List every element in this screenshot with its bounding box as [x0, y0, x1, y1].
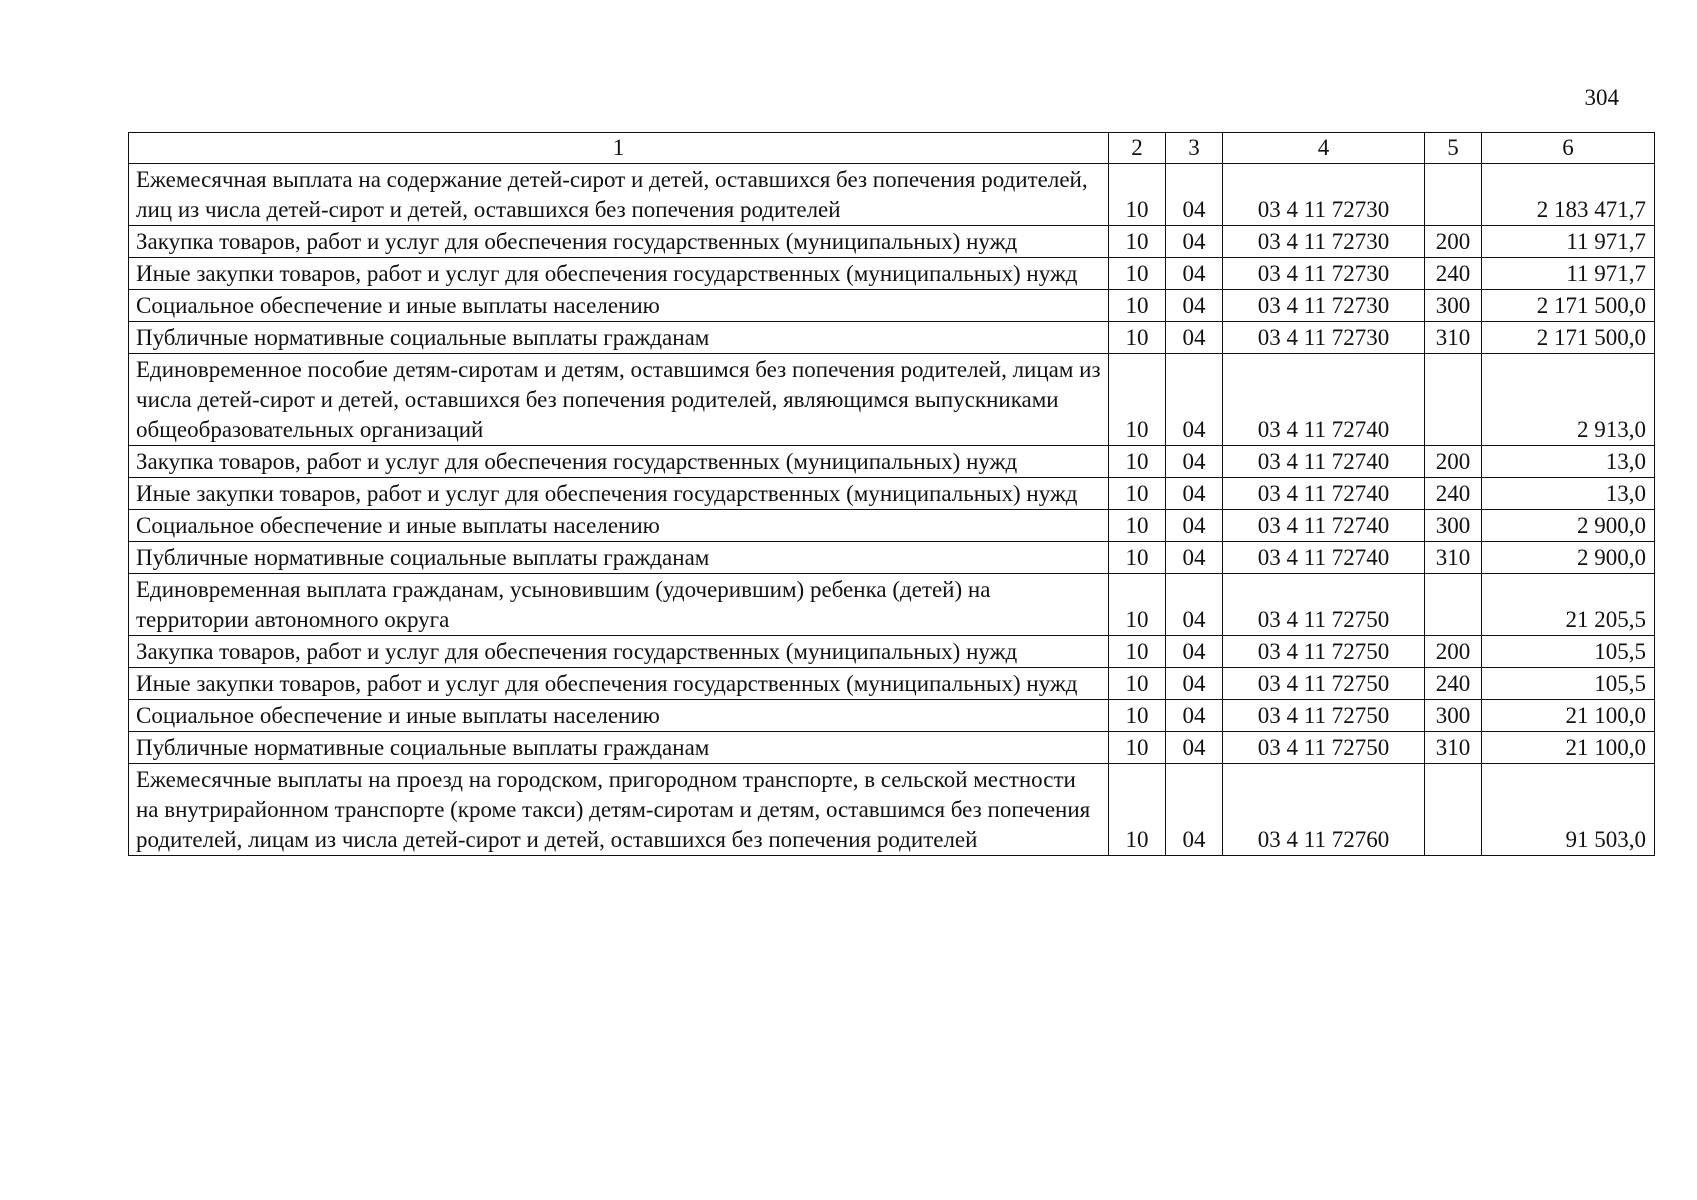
- subsection-cell: 04: [1166, 478, 1223, 510]
- amount-cell: 13,0: [1482, 446, 1655, 478]
- expense-type-cell: [1425, 574, 1482, 636]
- subsection-cell: 04: [1166, 764, 1223, 856]
- amount-cell: 2 900,0: [1482, 510, 1655, 542]
- row-name-cell: Ежемесячная выплата на содержание детей-сирот и детей, оставшихся без попечения родителей, лиц из числа детей-сирот и детей, оставшихся без попечения родителей: [129, 164, 1109, 226]
- row-name-cell: Публичные нормативные социальные выплаты гражданам: [129, 542, 1109, 574]
- amount-cell: 2 900,0: [1482, 542, 1655, 574]
- expense-type-cell: 300: [1425, 700, 1482, 732]
- table-row: [129, 354, 1655, 446]
- subsection-cell: 04: [1166, 354, 1223, 446]
- amount-cell: 2 171 500,0: [1482, 290, 1655, 322]
- subsection-cell: 04: [1166, 164, 1223, 226]
- section-cell: 10: [1109, 226, 1166, 258]
- target-article-cell: 03 4 11 72740: [1223, 542, 1425, 574]
- expense-type-cell: 200: [1425, 446, 1482, 478]
- subsection-cell: 04: [1166, 668, 1223, 700]
- subsection-cell: 04: [1166, 446, 1223, 478]
- row-name-cell: Ежемесячные выплаты на проезд на городском, пригородном транспорте, в сельской местности на внутрирайонном транспорте (кроме такси) детям-сиротам и детям, оставшимся без попечения родителей, лицам из числа детей-сирот и детей, оставшихся без попечения родителей: [129, 764, 1109, 856]
- subsection-cell: 04: [1166, 226, 1223, 258]
- table-row: [129, 542, 1655, 574]
- row-name-cell: Иные закупки товаров, работ и услуг для обеспечения государственных (муниципальных) нужд: [129, 478, 1109, 510]
- amount-cell: 11 971,7: [1482, 258, 1655, 290]
- table-row: [129, 510, 1655, 542]
- row-name-cell: Социальное обеспечение и иные выплаты населению: [129, 510, 1109, 542]
- section-cell: 10: [1109, 164, 1166, 226]
- expense-type-cell: 300: [1425, 290, 1482, 322]
- table-row: [129, 290, 1655, 322]
- expense-type-cell: 240: [1425, 478, 1482, 510]
- section-cell: 10: [1109, 700, 1166, 732]
- table-row: [129, 732, 1655, 764]
- target-article-cell: 03 4 11 72750: [1223, 574, 1425, 636]
- amount-cell: 2 171 500,0: [1482, 322, 1655, 354]
- table-row: [129, 226, 1655, 258]
- subsection-cell: 04: [1166, 290, 1223, 322]
- amount-cell: 105,5: [1482, 636, 1655, 668]
- expense-type-cell: [1425, 164, 1482, 226]
- expense-type-cell: 300: [1425, 510, 1482, 542]
- table-row: [129, 322, 1655, 354]
- header-col-6: 6: [1482, 133, 1655, 164]
- expense-type-cell: 310: [1425, 732, 1482, 764]
- table-row: [129, 446, 1655, 478]
- row-name-cell: Публичные нормативные социальные выплаты гражданам: [129, 322, 1109, 354]
- row-name-cell: Единовременное пособие детям-сиротам и детям, оставшимся без попечения родителей, лицам из числа детей-сирот и детей, оставшихся без попечения родителей, являющимся выпускниками общеобразовательных организаций: [129, 354, 1109, 446]
- subsection-cell: 04: [1166, 636, 1223, 668]
- target-article-cell: 03 4 11 72730: [1223, 258, 1425, 290]
- target-article-cell: 03 4 11 72740: [1223, 354, 1425, 446]
- table-row: [129, 636, 1655, 668]
- target-article-cell: 03 4 11 72750: [1223, 636, 1425, 668]
- amount-cell: 2 183 471,7: [1482, 164, 1655, 226]
- header-col-1: 1: [129, 133, 1109, 164]
- table-row: [129, 668, 1655, 700]
- target-article-cell: 03 4 11 72730: [1223, 226, 1425, 258]
- amount-cell: 21 205,5: [1482, 574, 1655, 636]
- section-cell: 10: [1109, 510, 1166, 542]
- section-cell: 10: [1109, 446, 1166, 478]
- row-name-cell: Публичные нормативные социальные выплаты гражданам: [129, 732, 1109, 764]
- expense-type-cell: [1425, 354, 1482, 446]
- section-cell: 10: [1109, 542, 1166, 574]
- subsection-cell: 04: [1166, 258, 1223, 290]
- subsection-cell: 04: [1166, 542, 1223, 574]
- expense-type-cell: 240: [1425, 258, 1482, 290]
- amount-cell: 13,0: [1482, 478, 1655, 510]
- table-row: [129, 164, 1655, 226]
- subsection-cell: 04: [1166, 700, 1223, 732]
- expense-type-cell: 240: [1425, 668, 1482, 700]
- header-row: [129, 133, 1655, 164]
- page-number: 304: [1584, 85, 1619, 110]
- target-article-cell: 03 4 11 72750: [1223, 732, 1425, 764]
- table-row: [129, 574, 1655, 636]
- section-cell: 10: [1109, 322, 1166, 354]
- target-article-cell: 03 4 11 72750: [1223, 700, 1425, 732]
- table-body: [129, 164, 1655, 856]
- header-col-3: 3: [1166, 133, 1223, 164]
- target-article-cell: 03 4 11 72740: [1223, 478, 1425, 510]
- row-name-cell: Иные закупки товаров, работ и услуг для обеспечения государственных (муниципальных) нужд: [129, 258, 1109, 290]
- row-name-cell: Иные закупки товаров, работ и услуг для обеспечения государственных (муниципальных) нужд: [129, 668, 1109, 700]
- row-name-cell: Закупка товаров, работ и услуг для обеспечения государственных (муниципальных) нужд: [129, 636, 1109, 668]
- section-cell: 10: [1109, 478, 1166, 510]
- subsection-cell: 04: [1166, 732, 1223, 764]
- subsection-cell: 04: [1166, 574, 1223, 636]
- amount-cell: 2 913,0: [1482, 354, 1655, 446]
- table-row: [129, 478, 1655, 510]
- section-cell: 10: [1109, 636, 1166, 668]
- expense-type-cell: [1425, 764, 1482, 856]
- table-row: [129, 700, 1655, 732]
- target-article-cell: 03 4 11 72740: [1223, 510, 1425, 542]
- expense-type-cell: 310: [1425, 542, 1482, 574]
- row-name-cell: Социальное обеспечение и иные выплаты населению: [129, 700, 1109, 732]
- header-col-4: 4: [1223, 133, 1425, 164]
- section-cell: 10: [1109, 258, 1166, 290]
- table-row: [129, 258, 1655, 290]
- header-col-5: 5: [1425, 133, 1482, 164]
- target-article-cell: 03 4 11 72730: [1223, 322, 1425, 354]
- target-article-cell: 03 4 11 72750: [1223, 668, 1425, 700]
- amount-cell: 21 100,0: [1482, 700, 1655, 732]
- target-article-cell: 03 4 11 72740: [1223, 446, 1425, 478]
- amount-cell: 105,5: [1482, 668, 1655, 700]
- row-name-cell: Закупка товаров, работ и услуг для обеспечения государственных (муниципальных) нужд: [129, 226, 1109, 258]
- row-name-cell: Закупка товаров, работ и услуг для обеспечения государственных (муниципальных) нужд: [129, 446, 1109, 478]
- expense-type-cell: 200: [1425, 636, 1482, 668]
- amount-cell: 11 971,7: [1482, 226, 1655, 258]
- table-row: [129, 764, 1655, 856]
- header-col-2: 2: [1109, 133, 1166, 164]
- section-cell: 10: [1109, 764, 1166, 856]
- section-cell: 10: [1109, 354, 1166, 446]
- section-cell: 10: [1109, 668, 1166, 700]
- section-cell: 10: [1109, 574, 1166, 636]
- target-article-cell: 03 4 11 72730: [1223, 164, 1425, 226]
- amount-cell: 21 100,0: [1482, 732, 1655, 764]
- expense-type-cell: 200: [1425, 226, 1482, 258]
- subsection-cell: 04: [1166, 322, 1223, 354]
- expense-type-cell: 310: [1425, 322, 1482, 354]
- table-header: [129, 133, 1655, 164]
- section-cell: 10: [1109, 732, 1166, 764]
- target-article-cell: 03 4 11 72760: [1223, 764, 1425, 856]
- section-cell: 10: [1109, 290, 1166, 322]
- subsection-cell: 04: [1166, 510, 1223, 542]
- budget-table: [128, 132, 1655, 856]
- amount-cell: 91 503,0: [1482, 764, 1655, 856]
- row-name-cell: Социальное обеспечение и иные выплаты населению: [129, 290, 1109, 322]
- row-name-cell: Единовременная выплата гражданам, усыновившим (удочерившим) ребенка (детей) на территории автономного округа: [129, 574, 1109, 636]
- target-article-cell: 03 4 11 72730: [1223, 290, 1425, 322]
